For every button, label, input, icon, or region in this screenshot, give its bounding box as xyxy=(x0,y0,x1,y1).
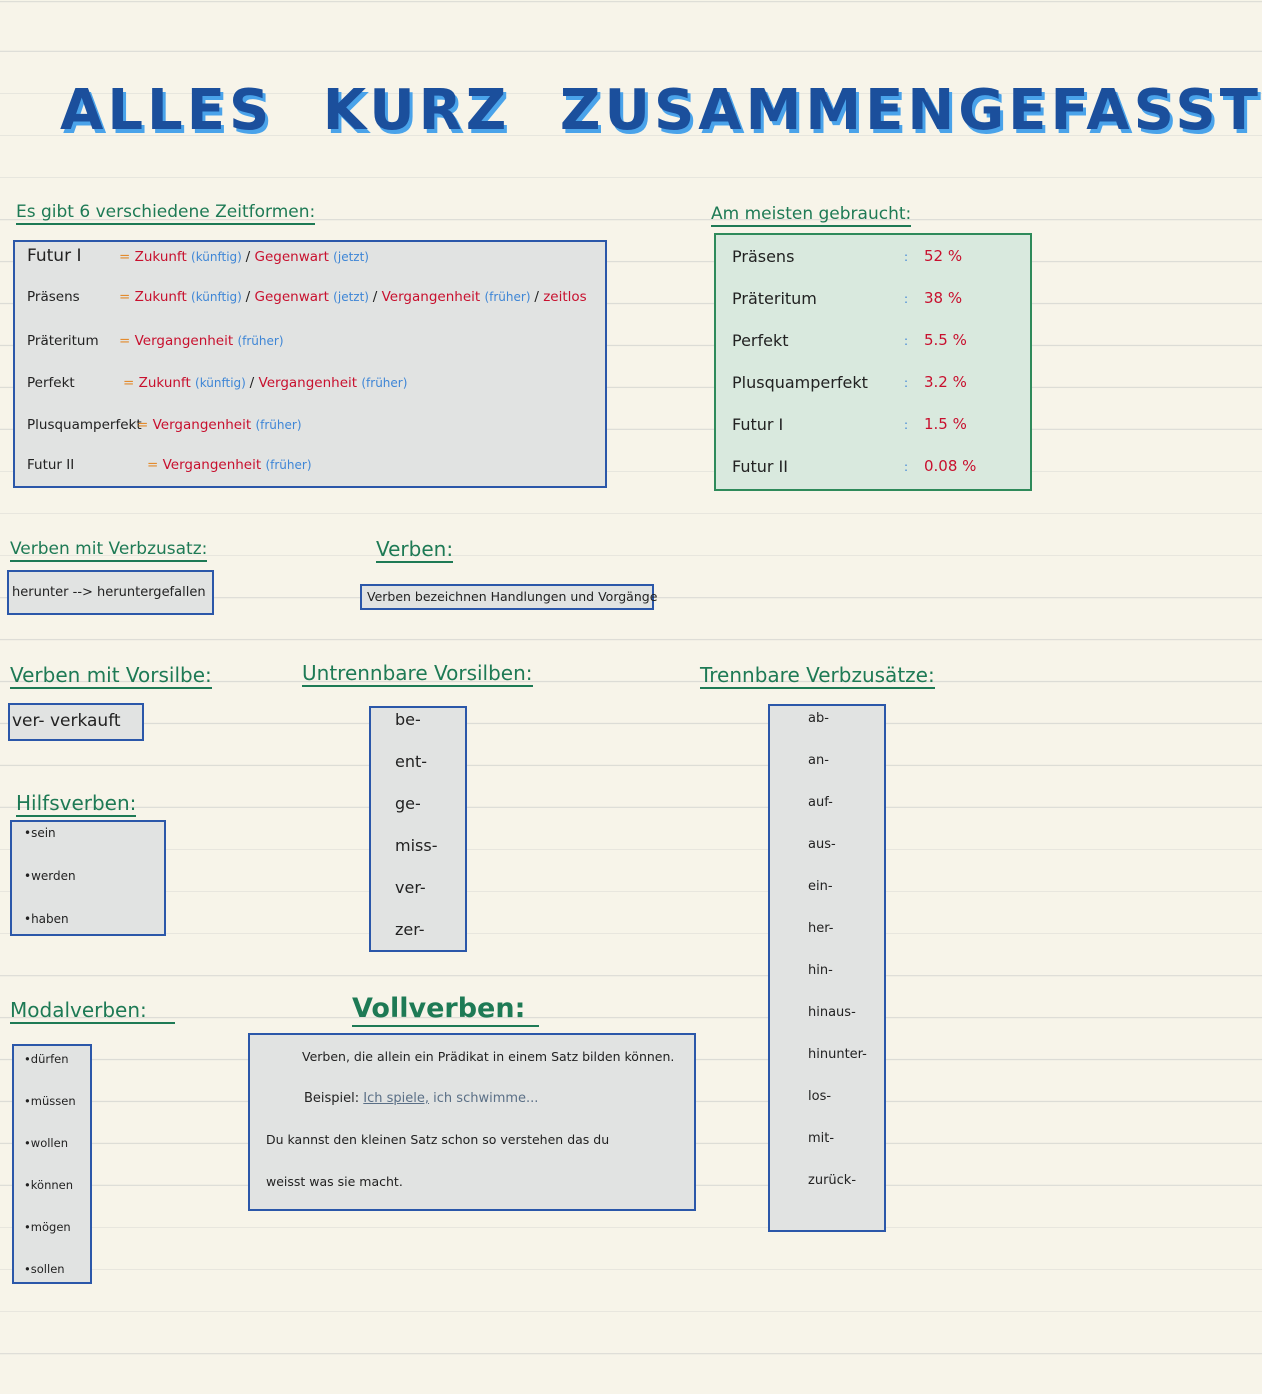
stat-separator: : xyxy=(904,250,909,264)
tense-part: (jetzt) xyxy=(333,290,373,304)
tense-part: / xyxy=(534,289,544,305)
trennbar-item: los- xyxy=(808,1089,832,1104)
trennbar-item: hinunter- xyxy=(808,1047,867,1062)
tense-name: Präteritum xyxy=(27,333,99,349)
trennbar-item: aus- xyxy=(808,837,836,852)
stat-value: 1.5 % xyxy=(924,415,967,433)
hilfsverb-item: •werden xyxy=(24,869,76,883)
tense-part: Zukunft xyxy=(134,249,192,265)
tense-part: Vergangenheit xyxy=(162,457,266,473)
stat-separator: : xyxy=(904,418,909,432)
untrennbar-item: ent- xyxy=(395,752,428,771)
stat-value: 3.2 % xyxy=(924,373,967,391)
stat-separator: : xyxy=(904,292,909,306)
beispiel-1: Ich spiele, xyxy=(363,1091,430,1106)
untrennbar-item: ver- xyxy=(395,878,426,897)
untrennbar-item: ge- xyxy=(395,794,421,813)
trennbar-box xyxy=(768,704,886,1232)
modalverben-heading: Modalverben: xyxy=(10,999,175,1024)
vollverben-beispiel xyxy=(304,1091,538,1106)
modalverb-item: •können xyxy=(24,1178,74,1192)
tense-definition xyxy=(147,457,312,473)
vollverben-heading: Vollverben: xyxy=(352,994,539,1027)
stat-name: Plusquamperfekt xyxy=(732,373,868,392)
tense-row xyxy=(27,333,597,355)
tense-part: Vergangenheit xyxy=(134,333,238,349)
tense-part: Gegenwart xyxy=(254,289,334,305)
stat-row xyxy=(732,373,1022,397)
tense-definition xyxy=(119,249,369,265)
tense-part: (künftig) xyxy=(191,250,246,264)
untrennbar-item: miss- xyxy=(395,836,438,855)
tense-part: Gegenwart xyxy=(254,249,334,265)
stat-row xyxy=(732,247,1022,271)
tense-part: Vergangenheit xyxy=(258,375,362,391)
tense-part: Vergangenheit xyxy=(381,289,485,305)
tense-part: Zukunft xyxy=(134,289,192,305)
tense-part: (früher) xyxy=(361,376,408,390)
hilfsverb-item: •sein xyxy=(24,826,56,840)
vorsilbe-example: ver- verkauft xyxy=(8,703,144,741)
vollverben-definition: Verben, die allein ein Prädikat in einem Satz bilden können. xyxy=(302,1049,675,1064)
tense-part: (künftig) xyxy=(191,290,246,304)
gebraucht-box xyxy=(714,233,1032,491)
trennbar-item: hin- xyxy=(808,963,833,978)
stat-name: Präsens xyxy=(732,247,795,266)
tense-name: Präsens xyxy=(27,289,80,305)
stat-separator: : xyxy=(904,376,909,390)
hilfsverben-box xyxy=(10,820,166,936)
tense-name: Futur II xyxy=(27,457,75,473)
verben-definition: Verben bezeichnen Handlungen und Vorgänge xyxy=(360,584,654,610)
tense-part: (früher) xyxy=(484,290,535,304)
stat-value: 0.08 % xyxy=(924,457,977,475)
stat-name: Präteritum xyxy=(732,289,817,308)
zeitformen-heading: Es gibt 6 verschiedene Zeitformen: xyxy=(16,203,315,225)
tense-part: = xyxy=(137,417,153,433)
stat-value: 38 % xyxy=(924,289,963,307)
tense-name: Perfekt xyxy=(27,375,75,391)
modalverben-box xyxy=(12,1044,92,1284)
verbzusatz-example: herunter --> heruntergefallen xyxy=(7,570,214,615)
trennbar-item: her- xyxy=(808,921,834,936)
vollverben-text-2: weisst was sie macht. xyxy=(266,1174,403,1189)
modalverb-item: •wollen xyxy=(24,1136,68,1150)
tense-name: Plusquamperfekt xyxy=(27,417,142,433)
stat-name: Futur I xyxy=(732,415,784,434)
tense-part: = xyxy=(119,333,135,349)
tense-part: / xyxy=(245,249,255,265)
tense-row xyxy=(27,289,597,311)
untrennbar-item: be- xyxy=(395,710,421,729)
tense-part: = xyxy=(119,249,135,265)
tense-name: Futur I xyxy=(27,246,82,266)
untrennbar-item: zer- xyxy=(395,920,425,939)
gebraucht-heading: Am meisten gebraucht: xyxy=(711,205,911,227)
zeitformen-box xyxy=(13,240,607,488)
tense-definition xyxy=(123,375,407,391)
stat-separator: : xyxy=(904,334,909,348)
stat-value: 5.5 % xyxy=(924,331,967,349)
modalverb-item: •dürfen xyxy=(24,1052,69,1066)
hilfsverben-heading: Hilfsverben: xyxy=(16,791,137,815)
trennbar-item: mit- xyxy=(808,1131,835,1146)
trennbar-item: hinaus- xyxy=(808,1005,856,1020)
stat-name: Futur II xyxy=(732,457,788,476)
tense-part: / xyxy=(249,375,259,391)
trennbar-heading: Trennbare Verbzusätze: xyxy=(700,663,935,687)
tense-part: (früher) xyxy=(255,418,302,432)
modalverb-item: •mögen xyxy=(24,1220,71,1234)
vollverben-text-1: Du kannst den kleinen Satz schon so verstehen das du xyxy=(266,1132,610,1147)
modalverb-item: •müssen xyxy=(24,1094,76,1108)
tense-part: = xyxy=(147,457,163,473)
tense-part: (künftig) xyxy=(195,376,250,390)
tense-part: (jetzt) xyxy=(333,250,369,264)
tense-part: / xyxy=(245,289,255,305)
tense-part: = xyxy=(119,289,135,305)
trennbar-item: ein- xyxy=(808,879,833,894)
tense-part: Zukunft xyxy=(138,375,196,391)
tense-part: zeitlos xyxy=(543,289,587,305)
stat-row xyxy=(732,289,1022,313)
tense-definition xyxy=(137,417,302,433)
hilfsverb-item: •haben xyxy=(24,912,69,926)
vorsilbe-heading: Verben mit Vorsilbe: xyxy=(10,663,212,687)
stat-separator: : xyxy=(904,460,909,474)
tense-row xyxy=(27,246,597,268)
trennbar-item: auf- xyxy=(808,795,833,810)
trennbar-item: zurück- xyxy=(808,1173,857,1188)
page-title: ALLES KURZ ZUSAMMENGEFASST xyxy=(60,78,1262,143)
tense-part: (früher) xyxy=(237,334,284,348)
verben-heading: Verben: xyxy=(376,537,454,561)
tense-definition xyxy=(119,289,587,305)
tense-row xyxy=(27,417,597,439)
untrennbar-heading: Untrennbare Vorsilben: xyxy=(302,661,533,685)
verbzusatz-heading: Verben mit Verbzusatz: xyxy=(10,540,207,562)
stat-row xyxy=(732,415,1022,439)
beispiel-2: ich schwimme... xyxy=(433,1091,539,1106)
stat-row xyxy=(732,457,1022,481)
tense-part: (früher) xyxy=(265,458,312,472)
trennbar-item: ab- xyxy=(808,711,829,726)
tense-part: Vergangenheit xyxy=(152,417,256,433)
vollverben-box xyxy=(248,1033,696,1211)
modalverb-item: •sollen xyxy=(24,1262,65,1276)
stat-row xyxy=(732,331,1022,355)
tense-row xyxy=(27,375,597,397)
tense-definition xyxy=(119,333,284,349)
tense-part: = xyxy=(123,375,139,391)
stat-value: 52 % xyxy=(924,247,963,265)
trennbar-item: an- xyxy=(808,753,829,768)
untrennbar-box xyxy=(369,706,467,952)
beispiel-label: Beispiel: xyxy=(304,1091,360,1106)
tense-part: / xyxy=(372,289,382,305)
stat-name: Perfekt xyxy=(732,331,789,350)
tense-row xyxy=(27,457,597,479)
